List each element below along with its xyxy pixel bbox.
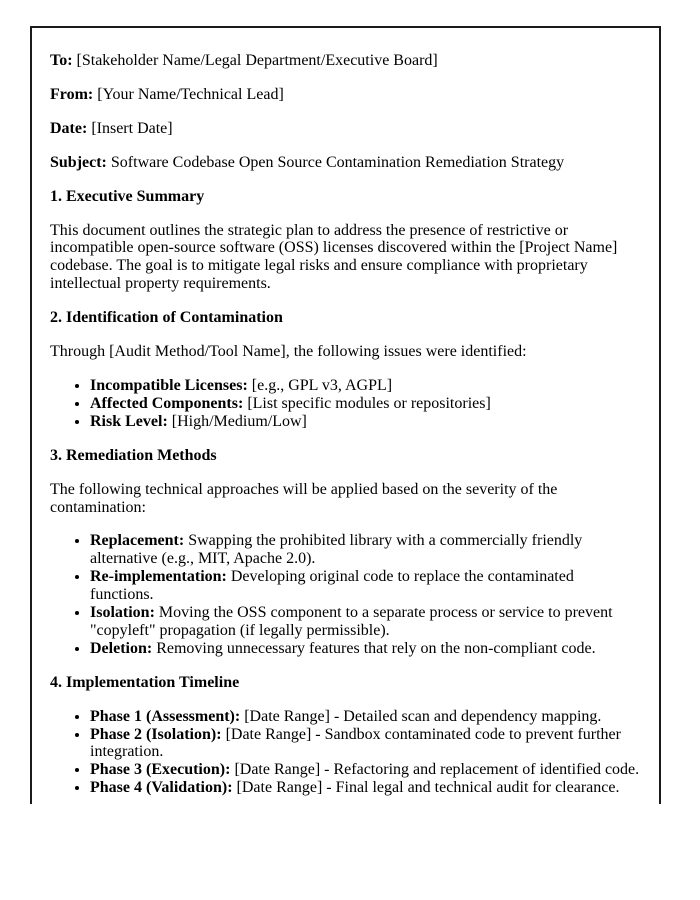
list-item bbox=[90, 568, 641, 604]
list-item bbox=[90, 377, 641, 395]
memo-document bbox=[30, 26, 661, 804]
memo-date-value: [Insert Date] bbox=[87, 119, 173, 137]
bullet-text: Swapping the prohibited library with a commercially friendly alternative (e.g., MIT, Apache 2.0). bbox=[90, 532, 583, 568]
bullet-text: [e.g., GPL v3, AGPL] bbox=[247, 376, 393, 394]
remediation-bullet-list bbox=[50, 532, 641, 657]
memo-to-label: To: bbox=[50, 52, 73, 69]
memo-date-line bbox=[50, 120, 641, 138]
bullet-text: [Date Range] - Refactoring and replacement of identified code. bbox=[230, 761, 640, 779]
memo-to-line bbox=[50, 52, 641, 70]
list-item bbox=[90, 395, 641, 413]
executive-summary-paragraph: This document outlines the strategic plan to address the presence of restrictive or incompatible open-source software (OSS) licenses discovered within the [Project Name] codebase. The goal is to mitigate legal risks and ensure compliance with proprietary intellectual property requirements. bbox=[50, 221, 618, 293]
bullet-text: [High/Medium/Low] bbox=[167, 412, 307, 430]
bullet-text: Moving the OSS component to a separate process or service to prevent "copyleft" propagation (if legally permissible). bbox=[90, 604, 613, 639]
section-heading-remediation bbox=[50, 447, 641, 465]
list-item bbox=[90, 726, 641, 762]
bullet-label: Phase 4 (Validation): bbox=[90, 779, 233, 797]
bullet-label: Isolation: bbox=[90, 604, 155, 622]
list-item bbox=[90, 604, 641, 640]
remediation-intro-paragraph: The following technical approaches will be applied based on the severity of the contamination: bbox=[50, 480, 558, 516]
timeline-bullet-list bbox=[50, 708, 641, 798]
section-heading-text: 1. Executive Summary bbox=[50, 187, 205, 205]
list-item bbox=[90, 779, 641, 797]
memo-from-value: [Your Name/Technical Lead] bbox=[93, 85, 284, 103]
bullet-label: Deletion: bbox=[90, 639, 153, 657]
bullet-label: Phase 3 (Execution): bbox=[90, 761, 231, 779]
memo-from-label: From: bbox=[50, 85, 94, 103]
bullet-text: [Date Range] - Detailed scan and dependency mapping. bbox=[240, 707, 602, 725]
bullet-text: [List specific modules or repositories] bbox=[243, 394, 491, 412]
memo-subject-label: Subject: bbox=[50, 153, 107, 171]
list-item bbox=[90, 708, 641, 726]
bullet-text: [Date Range] - Final legal and technical audit for clearance. bbox=[232, 779, 620, 797]
bullet-label: Affected Components: bbox=[90, 394, 244, 412]
memo-subject-value: Software Codebase Open Source Contamination Remediation Strategy bbox=[106, 153, 565, 171]
section-heading-timeline bbox=[50, 674, 641, 692]
memo-to-value: [Stakeholder Name/Legal Department/Executive Board] bbox=[72, 52, 438, 69]
bullet-label: Incompatible Licenses: bbox=[90, 376, 248, 394]
section-heading-text: 2. Identification of Contamination bbox=[50, 309, 283, 327]
bullet-label: Phase 2 (Isolation): bbox=[90, 725, 222, 743]
list-item bbox=[90, 532, 641, 568]
list-item bbox=[90, 640, 641, 658]
bullet-text: Removing unnecessary features that rely on the non-compliant code. bbox=[152, 639, 596, 657]
section-heading-text: 4. Implementation Timeline bbox=[50, 673, 240, 691]
bullet-label: Replacement: bbox=[90, 532, 185, 550]
section-heading-executive-summary bbox=[50, 188, 641, 206]
list-item bbox=[90, 413, 641, 431]
bullet-text: [Date Range] - Sandbox contaminated code to prevent further integration. bbox=[90, 725, 621, 761]
memo-date-label: Date: bbox=[50, 119, 88, 137]
list-item bbox=[90, 761, 641, 779]
bullet-label: Phase 1 (Assessment): bbox=[90, 707, 241, 725]
identification-bullet-list bbox=[50, 377, 641, 431]
identification-intro-paragraph: Through [Audit Method/Tool Name], the following issues were identified: bbox=[50, 343, 527, 361]
section-heading-identification bbox=[50, 309, 641, 327]
bullet-text: Developing original code to replace the contaminated functions. bbox=[90, 568, 574, 604]
section-heading-text: 3. Remediation Methods bbox=[50, 446, 217, 464]
bullet-label: Risk Level: bbox=[90, 412, 168, 430]
memo-subject-line bbox=[50, 154, 641, 172]
memo-from-line bbox=[50, 86, 641, 104]
bullet-label: Re-implementation: bbox=[90, 568, 227, 586]
